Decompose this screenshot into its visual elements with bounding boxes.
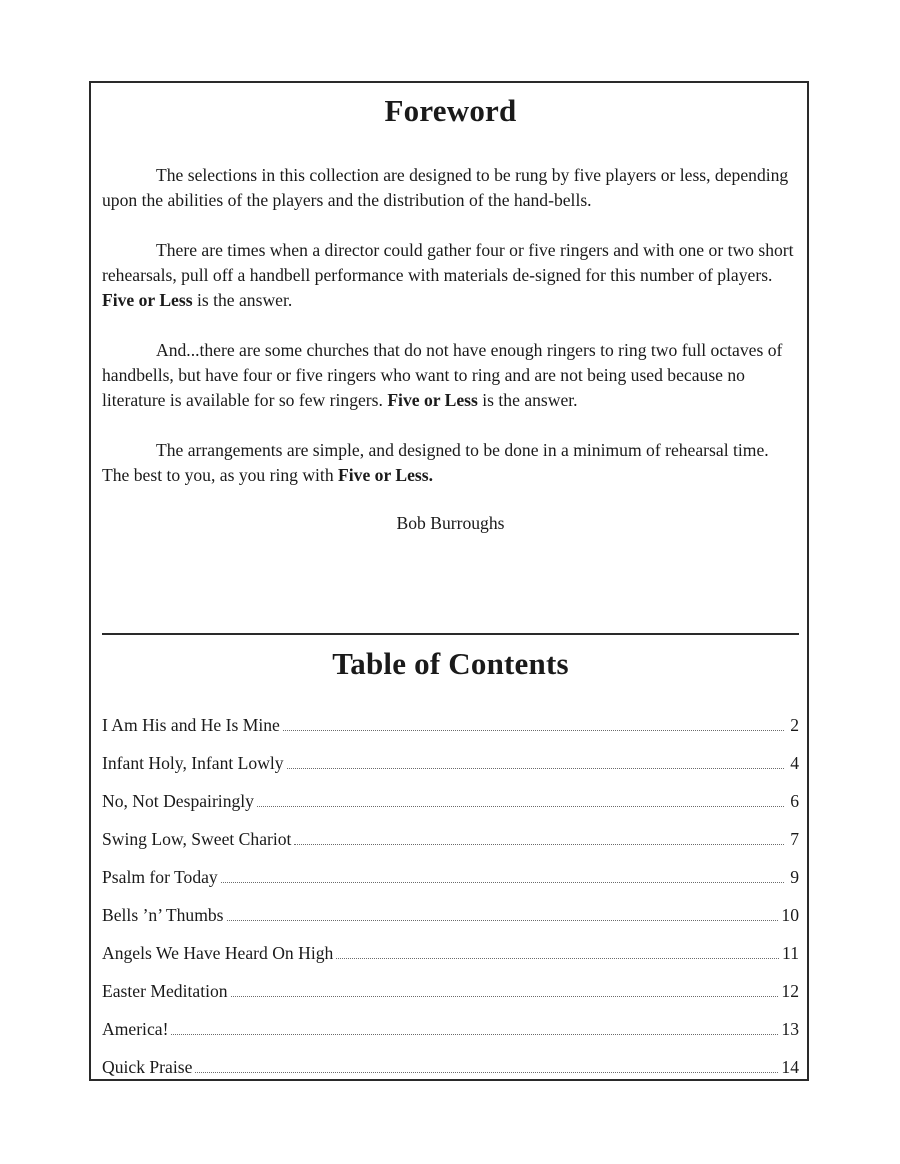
toc-entry-page: 10 — [781, 904, 799, 925]
toc-entry-page: 4 — [790, 752, 799, 773]
dot-leader — [221, 882, 784, 883]
paragraph-text: is the answer. — [477, 390, 578, 410]
page-content — [102, 81, 799, 1077]
dot-leader — [257, 806, 784, 807]
book-title-emphasis: Five or Less — [387, 390, 478, 410]
paragraph-text: is the answer. — [192, 290, 293, 310]
toc-entry[interactable] — [102, 934, 799, 972]
toc-entry-page: 13 — [781, 1018, 799, 1039]
toc-entry-title: No, Not Despairingly — [102, 790, 254, 811]
paragraph-text: The arrangements are simple, and designed to be done in a minimum of rehearsal time. The best to you, as you ring with — [102, 440, 769, 485]
dot-leader — [227, 920, 779, 921]
toc-entry-title: Psalm for Today — [102, 866, 218, 887]
toc-entry[interactable] — [102, 1010, 799, 1048]
toc-entry-title: America! — [102, 1018, 169, 1039]
foreword-paragraph — [102, 438, 799, 488]
toc-entry-page: 11 — [782, 942, 799, 963]
toc-entry[interactable] — [102, 1048, 799, 1086]
toc-title: Table of Contents — [332, 646, 569, 681]
dot-leader — [195, 1072, 778, 1073]
toc-entry[interactable] — [102, 972, 799, 1010]
toc-entry-page: 14 — [781, 1056, 799, 1077]
toc-entry-page: 6 — [790, 790, 799, 811]
toc-entry[interactable] — [102, 782, 799, 820]
dot-leader — [171, 1034, 778, 1035]
toc-entry-title: Easter Meditation — [102, 980, 228, 1001]
dot-leader — [283, 730, 784, 731]
toc-entry-page: 12 — [781, 980, 799, 1001]
toc-entry[interactable] — [102, 744, 799, 782]
dot-leader — [287, 768, 784, 769]
foreword-paragraph — [102, 338, 799, 413]
dot-leader — [231, 996, 779, 997]
paragraph-text: The selections in this collection are designed to be rung by five players or less, depending upon the abilities of the players and the distribution of the hand-bells. — [102, 165, 789, 210]
toc-entry[interactable] — [102, 896, 799, 934]
toc-entry-title: Angels We Have Heard On High — [102, 942, 334, 963]
book-title-emphasis: Five or Less. — [338, 465, 433, 485]
foreword-title: Foreword — [384, 93, 517, 128]
toc-entry-page: 7 — [790, 828, 799, 849]
toc-entry[interactable] — [102, 706, 799, 744]
book-title-emphasis: Five or Less — [102, 290, 193, 310]
toc-entry-title: Swing Low, Sweet Chariot — [102, 828, 292, 849]
toc-entry-title: Bells ’n’ Thumbs — [102, 904, 224, 925]
toc-entry-page: 2 — [790, 714, 799, 735]
toc-entry[interactable] — [102, 820, 799, 858]
toc-entry[interactable] — [102, 858, 799, 896]
toc-entry-title: Infant Holy, Infant Lowly — [102, 752, 284, 773]
section-divider — [102, 633, 799, 635]
toc-entry-page: 9 — [790, 866, 799, 887]
toc-list — [102, 706, 799, 1086]
paragraph-text: And...there are some churches that do not have enough ringers to ring two full octaves of handbells, but have four or five ringers who want to ring and are not being used because no literature is available for so few ringers. — [102, 340, 783, 410]
signature: Bob Burroughs — [396, 513, 505, 533]
dot-leader — [336, 958, 779, 959]
paragraph-text: There are times when a director could gather four or five ringers and with one or two short rehearsals, pull off a handbell performance with materials de-signed for this number of players. — [102, 240, 794, 285]
foreword-paragraph — [102, 163, 799, 213]
dot-leader — [294, 844, 784, 845]
foreword-body — [102, 163, 799, 535]
toc-entry-title: I Am His and He Is Mine — [102, 714, 280, 735]
toc-entry-title: Quick Praise — [102, 1056, 193, 1077]
foreword-paragraph — [102, 238, 799, 313]
